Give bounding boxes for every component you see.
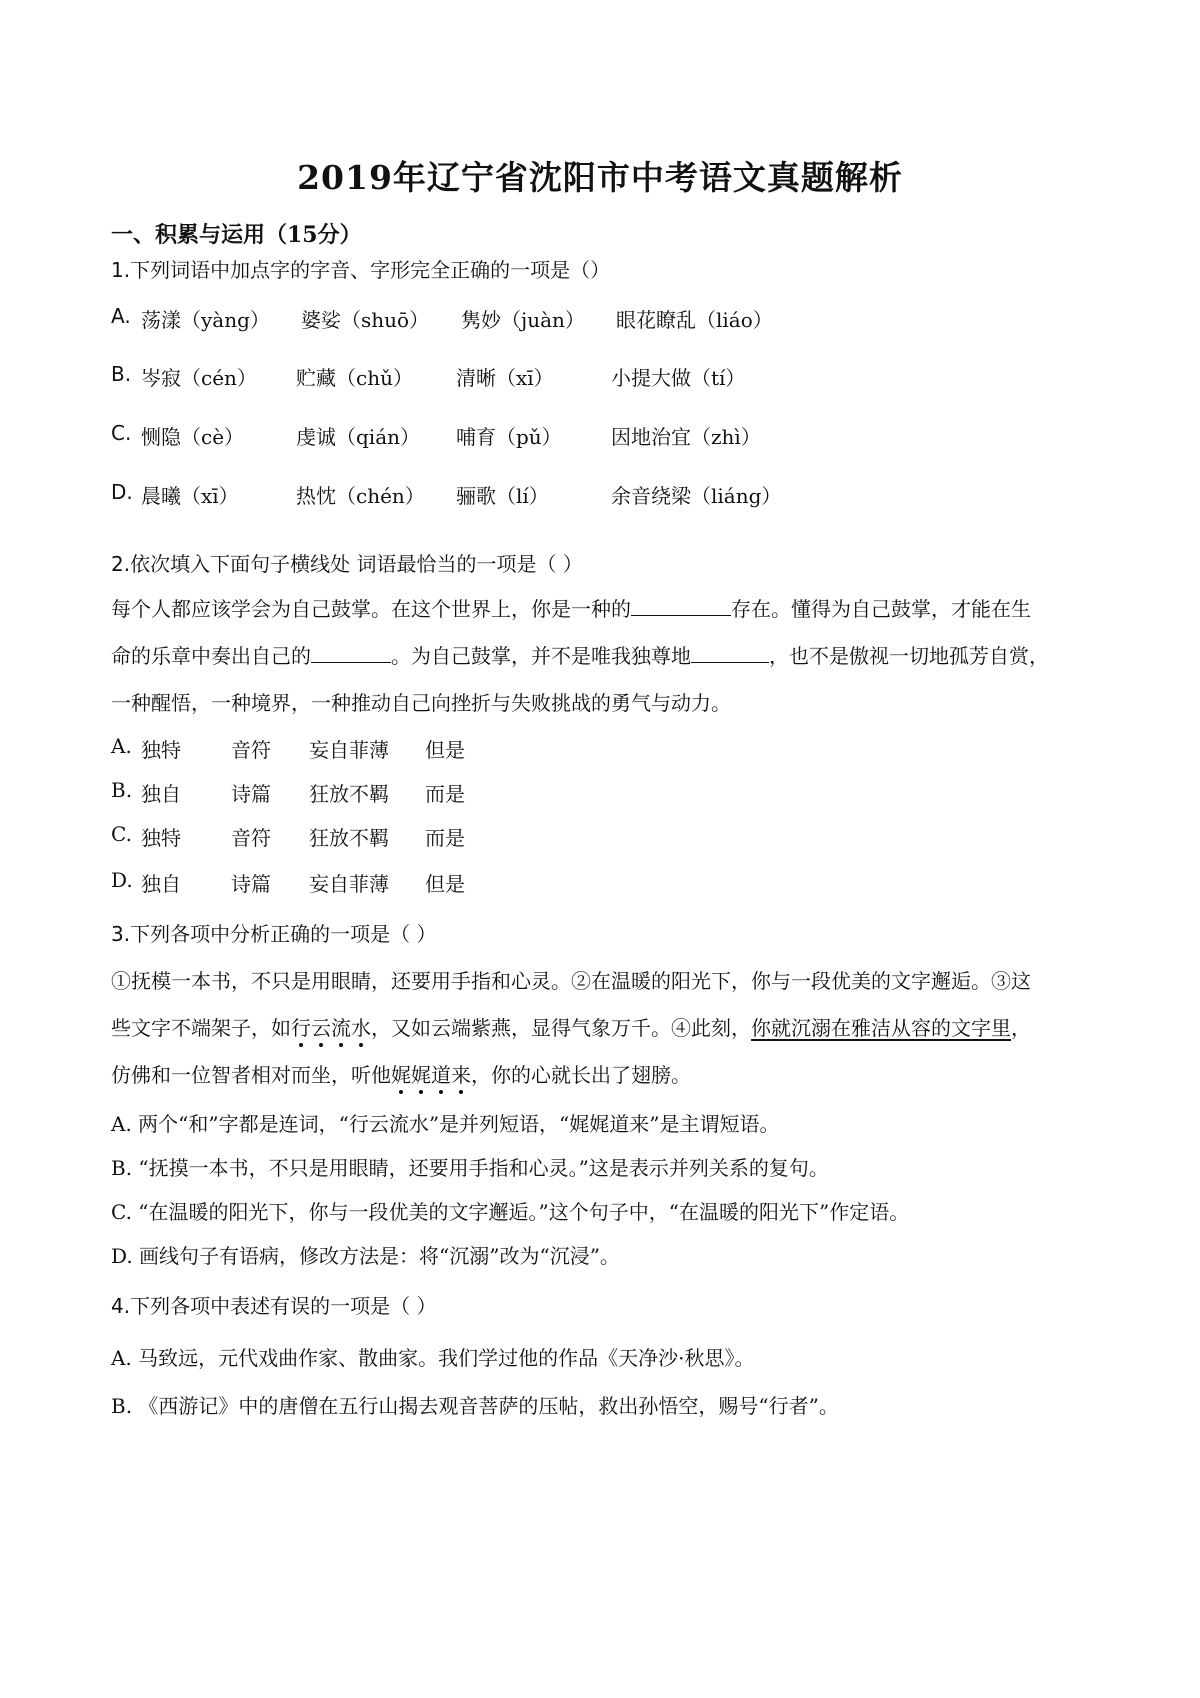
emphasis-char: 行 [291,1016,311,1040]
option-label: A. [111,304,131,328]
emphasis-char: 云 [311,1016,331,1040]
q2-option-a [111,734,1111,764]
option-item: 热忱（chén） [296,484,425,508]
option-item: 岑寂（cén） [141,366,257,390]
option-label: A. [111,734,132,758]
passage-text: 仿佛和一位智者相对而坐，听他 [111,1063,391,1087]
option-item: 眼花瞭乱（liáo） [616,308,773,332]
option-item: 骊歌（lí） [456,484,549,508]
option-word: 音符 [231,826,271,850]
option-word: 妄自菲薄 [309,872,389,896]
option-item: 哺育（pǔ） [456,425,562,449]
q3-option-d: D. 画线句子有语病，修改方法是：将“沉溺”改为“沉浸”。 [111,1244,620,1268]
option-word: 独特 [141,826,181,850]
option-item: 贮藏（chǔ） [296,366,413,390]
emphasis-char: 水 [351,1016,371,1040]
q3-option-b: B. “抚摸一本书，不只是用眼睛，还要用手指和心灵。”这是表示并列关系的复句。 [111,1156,829,1180]
option-word: 而是 [425,782,465,806]
option-word: 而是 [425,826,465,850]
q1-option-d [111,480,1111,510]
option-word: 狂放不羁 [309,782,389,806]
fill-blank [311,640,391,663]
option-word: 独自 [141,782,181,806]
option-item: 因地治宜（zhì） [611,425,761,449]
fill-blank [691,640,769,663]
option-label: C. [111,822,132,846]
passage-text: ，你的心就长出了翅膀。 [471,1063,691,1087]
option-item: 清晰（xī） [456,366,554,390]
passage-line [111,633,1101,680]
option-word: 诗篇 [231,872,271,896]
page-title: 2019年辽宁省沈阳市中考语文真题解析 [297,158,903,197]
q2-option-b [111,778,1111,808]
q3-option-c: C. “在温暖的阳光下，你与一段优美的文字邂逅。”这个句子中，“在温暖的阳光下”作定语。 [111,1200,910,1224]
passage-text: ，也不是傲视一切地孤芳自赏， [769,644,1049,668]
option-item: 荡漾（yàng） [141,308,270,332]
dotted-phrase [391,1063,471,1087]
option-label: D. [111,480,133,504]
option-label: C. [111,421,132,445]
question-1-stem: 1.下列词语中加点字的字音、字形完全正确的一项是（） [111,258,611,282]
q2-option-d [111,868,1111,898]
underlined-sentence: 你就沉溺在雅洁从容的文字里 [751,1016,1011,1040]
emphasis-char: 来 [451,1063,471,1087]
option-word: 但是 [425,738,465,762]
passage-line: 一种醒悟，一种境界，一种推动自己向挫折与失败挑战的勇气与动力。 [111,691,731,715]
passage-line [111,586,1101,633]
option-word: 独特 [141,738,181,762]
q1-option-c [111,421,1111,451]
option-label: D. [111,868,133,892]
question-3-passage [111,958,1101,1099]
emphasis-char: 娓 [411,1063,431,1087]
option-word: 诗篇 [231,782,271,806]
option-label: B. [111,362,132,386]
option-item: 婆娑（shuō） [301,308,430,332]
passage-text: 存在。懂得为自己鼓掌，才能在生 [731,597,1031,621]
passage-text: ， [1011,1016,1031,1040]
option-word: 独自 [141,872,181,896]
passage-line [111,1005,1101,1052]
passage-text: 。为自己鼓掌，并不是唯我独尊地 [391,644,691,668]
question-2-stem: 2.依次填入下面句子横线处 词语最恰当的一项是（ ） [111,552,583,576]
option-item: 余音绕梁（liáng） [611,484,782,508]
option-word: 妄自菲薄 [309,738,389,762]
dotted-phrase [291,1016,371,1040]
q2-option-c [111,822,1111,852]
option-item: 小提大做（tí） [611,366,746,390]
option-word: 狂放不羁 [309,826,389,850]
question-4-stem: 4.下列各项中表述有误的一项是（ ） [111,1294,437,1318]
fill-blank [631,593,731,616]
q3-option-a: A. 两个“和”字都是连词，“行云流水”是并列短语，“娓娓道来”是主谓短语。 [111,1112,780,1136]
option-item: 隽妙（juàn） [461,308,585,332]
option-item: 虔诚（qián） [296,425,421,449]
emphasis-char: 道 [431,1063,451,1087]
option-item: 恻隐（cè） [141,425,245,449]
passage-text: 些文字不端架子，如 [111,1016,291,1040]
question-3-stem: 3.下列各项中分析正确的一项是（ ） [111,922,437,946]
passage-text: 命的乐章中奏出自己的 [111,644,311,668]
passage-text: ，又如云端紫燕，显得气象万千。④此刻， [371,1016,751,1040]
passage-line [111,1052,1101,1099]
section-heading: 一、积累与运用（15分） [111,222,362,248]
q4-option-a: A. 马致远，元代戏曲作家、散曲家。我们学过他的作品《天净沙·秋思》。 [111,1346,755,1370]
option-label: B. [111,778,133,802]
option-word: 音符 [231,738,271,762]
q1-option-b [111,362,1111,392]
q4-option-b: B. 《西游记》中的唐僧在五行山揭去观音菩萨的压帖，救出孙悟空，赐号“行者”。 [111,1394,839,1418]
emphasis-char: 娓 [391,1063,411,1087]
passage-line: ①抚模一本书，不只是用眼睛，还要用手指和心灵。②在温暖的阳光下，你与一段优美的文字邂逅。③这 [111,969,1031,993]
option-item: 晨曦（xī） [141,484,239,508]
option-word: 但是 [425,872,465,896]
q1-option-a [111,304,1111,334]
passage-text: 每个人都应该学会为自己鼓掌。在这个世界上，你是一种的 [111,597,631,621]
emphasis-char: 流 [331,1016,351,1040]
question-2-passage [111,586,1101,727]
